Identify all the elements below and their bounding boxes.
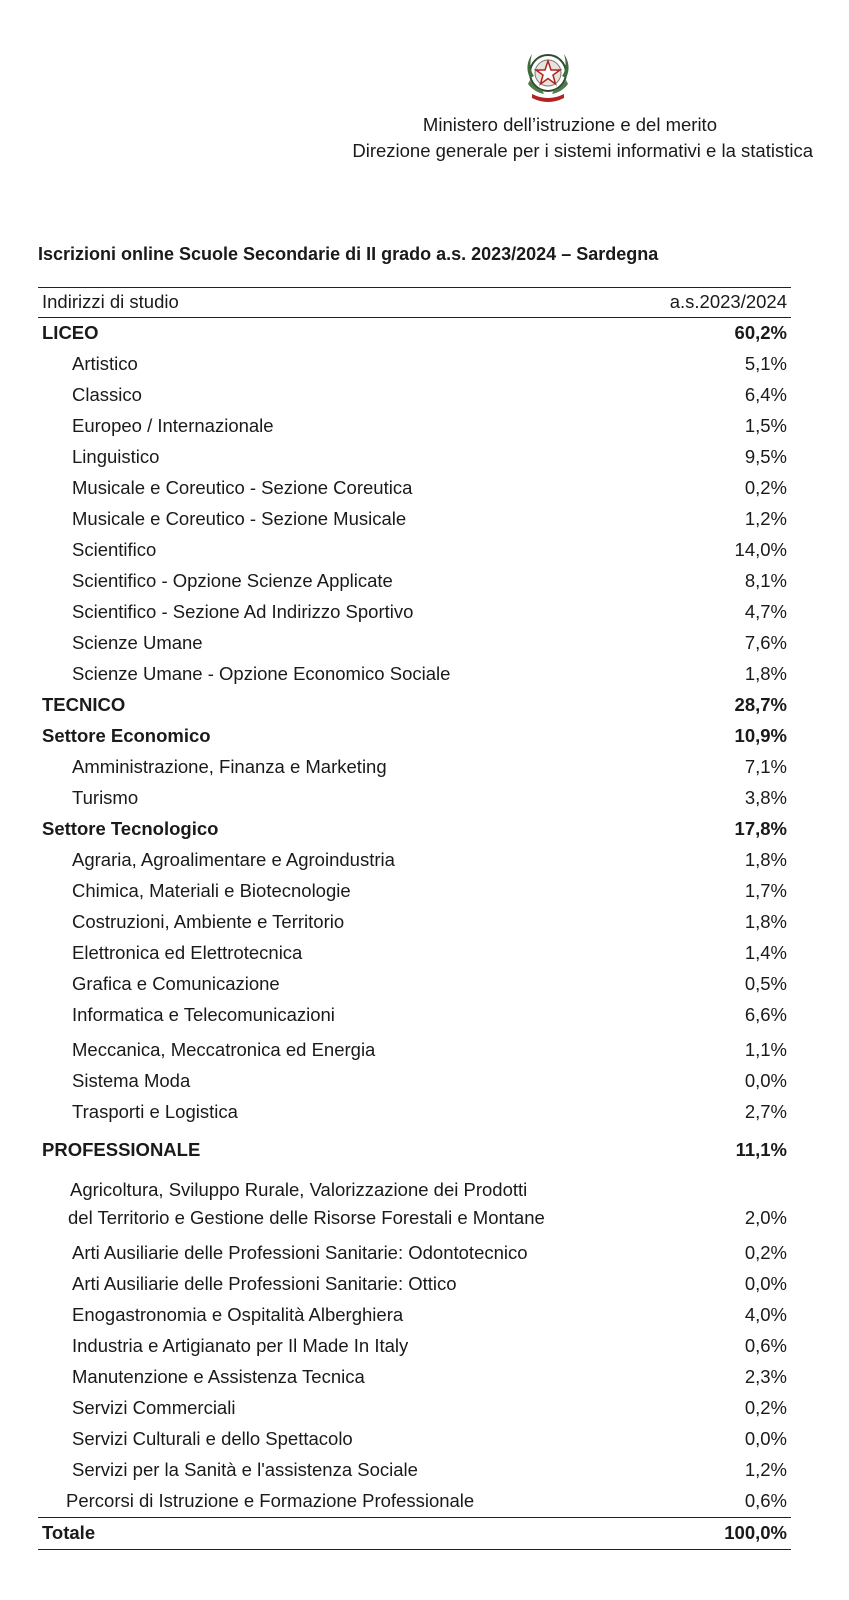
group-value: 28,7%: [734, 694, 787, 715]
row-label: Amministrazione, Finanza e Marketing: [72, 756, 387, 777]
row-value: 9,5%: [744, 446, 787, 467]
row-label: Linguistico: [72, 446, 160, 467]
table-row: [38, 628, 791, 659]
row-value: 4,7%: [744, 601, 787, 622]
row-value: 1,1%: [744, 1039, 787, 1060]
table-row: [38, 349, 791, 380]
row-value: 0,0%: [744, 1070, 787, 1091]
ministry-header: [352, 112, 813, 164]
row-label: Trasporti e Logistica: [72, 1101, 238, 1122]
table-row: [38, 1362, 791, 1393]
italian-republic-emblem-icon: [518, 44, 578, 106]
table-row: [38, 504, 791, 535]
table-row: [38, 938, 791, 969]
table-row: [38, 1238, 791, 1269]
table-row: [38, 411, 791, 442]
row-value: 0,2%: [744, 1397, 787, 1418]
row-label: Musicale e Coreutico - Sezione Musicale: [72, 508, 407, 529]
row-value: 7,1%: [744, 756, 787, 777]
row-label: Europeo / Internazionale: [72, 415, 274, 436]
row-label: Agraria, Agroalimentare e Agroindustria: [72, 849, 395, 870]
row-label: Enogastronomia e Ospitalità Alberghiera: [72, 1304, 404, 1325]
table-row: [38, 1031, 791, 1066]
group-value: 60,2%: [734, 322, 787, 343]
group-label: PROFESSIONALE: [42, 1139, 201, 1160]
table-row: [38, 1331, 791, 1362]
group-label: LICEO: [42, 322, 99, 343]
row-value: 7,6%: [744, 632, 787, 653]
total-label: Totale: [42, 1522, 96, 1543]
table-row: [38, 1486, 791, 1517]
row-label: Percorsi di Istruzione e Formazione Professionale: [66, 1490, 475, 1511]
table-row: [38, 659, 791, 690]
table-row: [38, 1424, 791, 1455]
table-row: [38, 473, 791, 504]
row-value: 0,2%: [744, 477, 787, 498]
group-label: Settore Tecnologico: [42, 818, 219, 839]
group-row-tecnico: [38, 690, 791, 721]
document-title: Iscrizioni online Scuole Secondarie di II grado a.s. 2023/2024 – Sardegna: [38, 244, 659, 264]
group-row-settore-economico: [38, 721, 791, 752]
row-value: 1,7%: [744, 880, 787, 901]
row-label: Musicale e Coreutico - Sezione Coreutica: [72, 477, 413, 498]
row-value: 1,8%: [744, 911, 787, 932]
table-row: [38, 783, 791, 814]
table-row: [38, 380, 791, 411]
table-row: [38, 597, 791, 628]
row-value: 1,2%: [744, 1459, 787, 1480]
row-label: Servizi per la Sanità e l'assistenza Sociale: [72, 1459, 418, 1480]
row-value: 14,0%: [734, 539, 787, 560]
table-row: [38, 535, 791, 566]
group-row-professionale: [38, 1128, 791, 1166]
group-label: TECNICO: [42, 694, 126, 715]
total-value: 100,0%: [724, 1522, 787, 1543]
row-value: 0,6%: [744, 1490, 787, 1511]
group-value: 17,8%: [734, 818, 787, 839]
table-row: [38, 1393, 791, 1424]
table-row: [38, 566, 791, 597]
row-value: 4,0%: [744, 1304, 787, 1325]
row-label: Scientifico - Sezione Ad Indirizzo Sportivo: [72, 601, 414, 622]
row-label: Informatica e Telecomunicazioni: [72, 1004, 335, 1025]
row-label: Chimica, Materiali e Biotecnologie: [72, 880, 351, 901]
row-label: Costruzioni, Ambiente e Territorio: [72, 911, 345, 932]
row-label: Grafica e Comunicazione: [72, 973, 280, 994]
row-label: Industria e Artigianato per Il Made In Italy: [72, 1335, 409, 1356]
table-row: [38, 969, 791, 1000]
table-row: [38, 1300, 791, 1331]
row-label: Manutenzione e Assistenza Tecnica: [72, 1366, 365, 1387]
total-row: [38, 1517, 791, 1550]
row-value: 2,0%: [744, 1207, 787, 1228]
table-row: [38, 1166, 791, 1238]
row-label: Arti Ausiliarie delle Professioni Sanitarie: Odontotecnico: [72, 1242, 528, 1263]
table-row: [38, 1455, 791, 1486]
group-value: 11,1%: [735, 1139, 787, 1160]
group-row-liceo: [38, 318, 791, 349]
row-label: Classico: [72, 384, 142, 405]
row-value: 0,6%: [744, 1335, 787, 1356]
column-header-indirizzi: Indirizzi di studio: [42, 291, 179, 312]
row-value: 5,1%: [744, 353, 787, 374]
row-value: 2,3%: [744, 1366, 787, 1387]
directorate-name: Direzione generale per i sistemi informativi e la statistica: [352, 140, 813, 161]
table-row: [38, 1066, 791, 1097]
ministry-name: Ministero dell’istruzione e del merito: [422, 114, 717, 135]
row-value: 2,7%: [744, 1101, 787, 1122]
group-label: Settore Economico: [42, 725, 211, 746]
row-value: 0,0%: [744, 1273, 787, 1294]
table-row: [38, 752, 791, 783]
row-label-line: del Territorio e Gestione delle Risorse Forestali e Montane: [68, 1207, 545, 1228]
table-header-row: [38, 288, 791, 318]
row-value: 6,4%: [744, 384, 787, 405]
row-value: 1,8%: [744, 849, 787, 870]
table-row: [38, 876, 791, 907]
row-label: Scienze Umane - Opzione Economico Sociale: [72, 663, 451, 684]
row-value: 1,2%: [744, 508, 787, 529]
row-label: Meccanica, Meccatronica ed Energia: [72, 1039, 376, 1060]
table-row: [38, 907, 791, 938]
row-value: 1,4%: [744, 942, 787, 963]
row-label: Scientifico: [72, 539, 157, 560]
row-label: Arti Ausiliarie delle Professioni Sanitarie: Ottico: [72, 1273, 457, 1294]
table-row: [38, 442, 791, 473]
group-row-settore-tecnologico: [38, 814, 791, 845]
row-value: 0,2%: [744, 1242, 787, 1263]
row-label-line: Agricoltura, Sviluppo Rurale, Valorizzazione dei Prodotti: [70, 1179, 528, 1200]
row-label: Servizi Commerciali: [72, 1397, 236, 1418]
row-value: 8,1%: [744, 570, 787, 591]
row-value: 1,8%: [744, 663, 787, 684]
table-row: [38, 1097, 791, 1128]
table-row: [38, 845, 791, 876]
row-value: 6,6%: [744, 1004, 787, 1025]
row-label: Scienze Umane: [72, 632, 203, 653]
row-label: Sistema Moda: [72, 1070, 191, 1091]
row-label: Elettronica ed Elettrotecnica: [72, 942, 303, 963]
row-value: 3,8%: [744, 787, 787, 808]
table-row: [38, 1269, 791, 1300]
row-value: 1,5%: [744, 415, 787, 436]
row-value: 0,0%: [744, 1428, 787, 1449]
table-row: [38, 1000, 791, 1031]
row-label: Artistico: [72, 353, 138, 374]
group-value: 10,9%: [734, 725, 787, 746]
row-value: 0,5%: [744, 973, 787, 994]
row-label: [42, 1176, 697, 1232]
row-label: Scientifico - Opzione Scienze Applicate: [72, 570, 393, 591]
enrollment-table: [38, 287, 791, 1550]
row-label: Turismo: [72, 787, 139, 808]
row-label: Servizi Culturali e dello Spettacolo: [72, 1428, 353, 1449]
column-header-year: a.s.2023/2024: [669, 291, 787, 312]
